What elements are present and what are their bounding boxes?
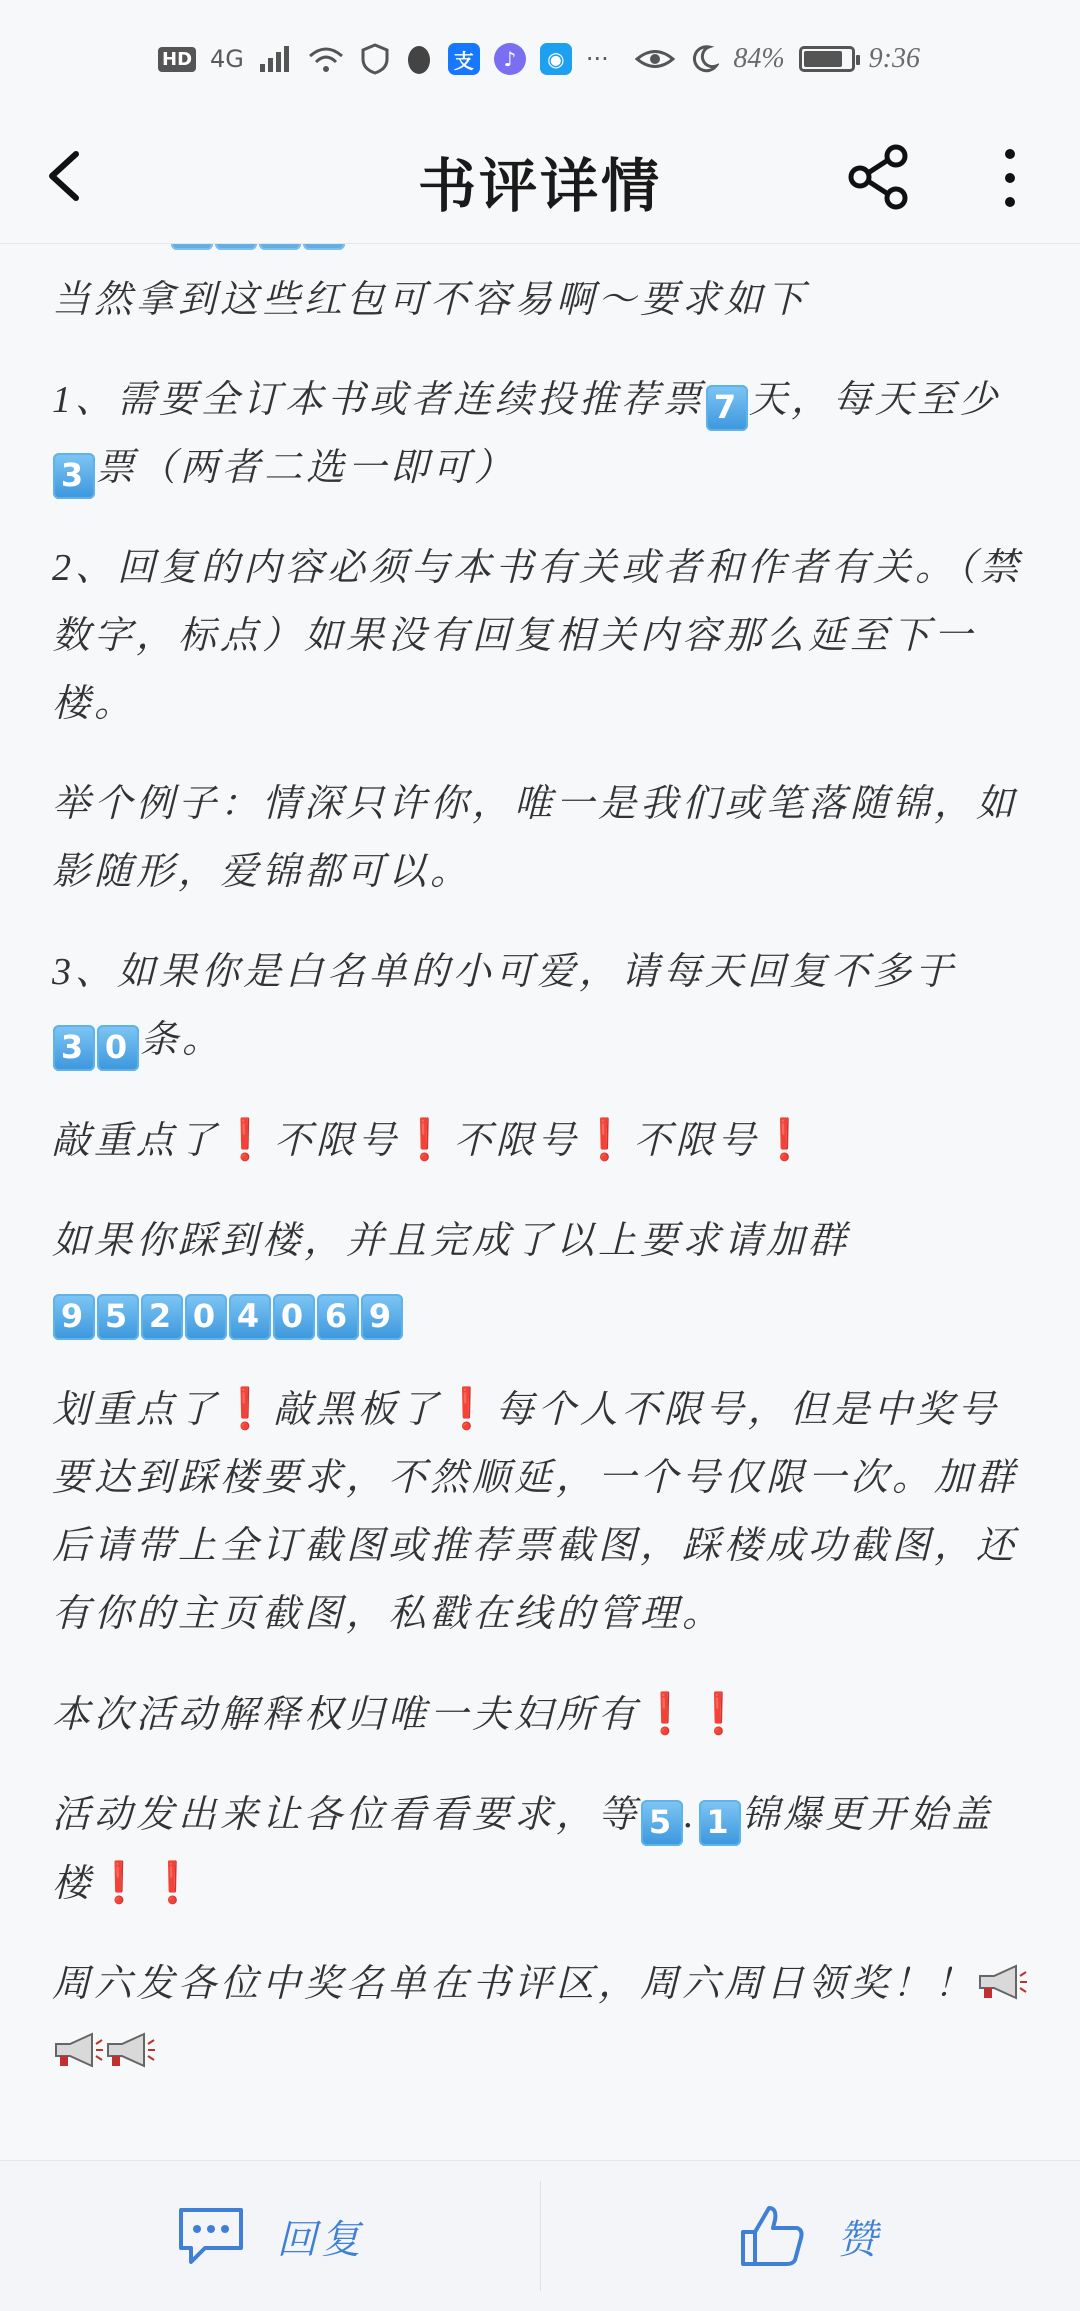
exclamation-icon: ❗ xyxy=(580,1117,634,1163)
like-label: 赞 xyxy=(837,2208,881,2265)
megaphone-icon xyxy=(976,1962,1028,2002)
qq-app-icon: ◉ xyxy=(540,43,572,75)
keycap-votes: 3 xyxy=(53,453,95,499)
winners-text: 周六发各位中奖名单在书评区，周六周日领奖！！ xyxy=(52,1963,976,2005)
signal-icon xyxy=(258,44,292,74)
exclamation-icon: ❗ xyxy=(760,1117,814,1163)
network-type: 4G xyxy=(210,45,244,73)
rights-text: 本次活动解释权归唯一夫妇所有 xyxy=(52,1694,640,1736)
unlimited-text: 不限号 xyxy=(454,1120,580,1162)
megaphone-icon xyxy=(52,2030,104,2070)
rule-1-text-b: 天，每天至少 xyxy=(749,379,1001,421)
exclamation-icon: ❗ xyxy=(220,1117,274,1163)
reply-label: 回复 xyxy=(277,2208,365,2265)
exclamation-icon: ❗ xyxy=(148,1860,202,1906)
thumbs-up-icon xyxy=(739,2202,807,2270)
activity-text-b: 锦爆更开始盖楼 xyxy=(52,1794,994,1905)
qq-penguin-icon xyxy=(404,42,434,76)
group-number xyxy=(52,1288,404,1330)
keycap-digit xyxy=(259,244,301,250)
comment-icon xyxy=(175,2204,247,2268)
keycap-digit: 3 xyxy=(53,1025,95,1071)
music-app-icon: ♪ xyxy=(494,43,526,75)
activity-text-a: 活动发出来让各位看看要求，等 xyxy=(52,1794,640,1836)
keycap-days: 7 xyxy=(706,385,748,431)
keycap-digit: 1 xyxy=(699,1800,741,1846)
req-text-c: 每个人不限号，但是中奖号要达到踩楼要求，不然顺延，一个号仅限一次。加群后请带上全订截图或推荐票截图，踩楼成功截图，还有你的主页截图，私戳在线的管理。 xyxy=(52,1389,1018,1635)
paragraph-winners xyxy=(0,1950,1080,2086)
reply-button[interactable] xyxy=(0,2161,540,2311)
bottom-action-bar xyxy=(0,2160,1080,2311)
keycap-digit: 0 xyxy=(97,1025,139,1071)
exclamation-icon: ❗ xyxy=(94,1860,148,1906)
unlimited-text: 不限号 xyxy=(274,1120,400,1162)
exclamation-icon: ❗ xyxy=(220,1386,274,1432)
activity-dot: . xyxy=(684,1794,698,1836)
megaphone-icon xyxy=(104,2030,156,2070)
keycap-digit: 5 xyxy=(641,1800,683,1846)
nav-bar xyxy=(0,118,1080,244)
keycap-digit: 6 xyxy=(317,1294,359,1340)
keycap-digit: 5 xyxy=(97,1294,139,1340)
battery-percentage: 84% xyxy=(733,43,784,75)
paragraph-rule-3 xyxy=(0,938,1080,1074)
rule-3-text-a: 3、如果你是白名单的小可爱，请每天回复不多于 xyxy=(52,951,957,993)
status-bar-left xyxy=(158,42,609,76)
eye-comfort-icon xyxy=(635,44,675,74)
hd-badge: HD xyxy=(158,47,196,72)
paragraph-activity xyxy=(0,1781,1080,1918)
exclamation-icon: ❗ xyxy=(694,1691,748,1737)
keycap-digit xyxy=(171,244,213,250)
paragraph-example: 举个例子：情深只许你，唯一是我们或笔落随锦，如影随形，爱锦都可以。 xyxy=(0,770,1080,906)
more-notifications-icon: ··· xyxy=(586,45,609,73)
req-text-b: 敲黑板了 xyxy=(274,1389,442,1431)
unlimited-text: 不限号 xyxy=(633,1120,759,1162)
status-bar-right xyxy=(635,43,920,75)
keycap-digit xyxy=(215,244,257,250)
join-group-text: 如果你踩到楼，并且完成了以上要求请加群 xyxy=(52,1220,850,1262)
paragraph-rights xyxy=(0,1680,1080,1749)
keycap-digit: 9 xyxy=(361,1294,403,1340)
req-text-a: 划重点了 xyxy=(52,1389,220,1431)
keycap-digit: 0 xyxy=(185,1294,227,1340)
keycap-digit: 2 xyxy=(141,1294,183,1340)
clock: 9:36 xyxy=(869,43,920,75)
paragraph-requirements xyxy=(0,1375,1080,1648)
paragraph-rule-2: 2、回复的内容必须与本书有关或者和作者有关。（禁数字，标点）如果没有回复相关内容那么延至下一楼。 xyxy=(0,534,1080,738)
rule-3-text-b: 条。 xyxy=(140,1019,224,1061)
back-icon[interactable] xyxy=(38,146,98,206)
alipay-icon: 支 xyxy=(448,43,480,75)
status-bar xyxy=(0,0,1080,118)
page-title: 书评详情 xyxy=(418,139,662,223)
keycap-digit: 9 xyxy=(53,1294,95,1340)
like-button[interactable] xyxy=(541,2161,1080,2311)
rule-1-text-a: 1、需要全订本书或者连续投推荐票 xyxy=(52,379,705,421)
moon-icon xyxy=(689,44,719,74)
exclamation-icon: ❗ xyxy=(640,1691,694,1737)
emphasis-text: 敲重点了 xyxy=(52,1120,220,1162)
review-content xyxy=(0,244,1080,2159)
rule-1-text-c: 票（两者二选一即可） xyxy=(96,447,516,489)
keycap-digit: 0 xyxy=(273,1294,315,1340)
share-icon[interactable] xyxy=(846,142,916,212)
shield-icon xyxy=(360,43,390,75)
battery-icon xyxy=(799,46,855,72)
paragraph-intro: 当然拿到这些红包可不容易啊～要求如下 xyxy=(0,266,1080,334)
wifi-icon xyxy=(306,44,346,74)
paragraph-join-group xyxy=(0,1207,1080,1343)
exclamation-icon: ❗ xyxy=(442,1386,496,1432)
exclamation-icon: ❗ xyxy=(400,1117,454,1163)
paragraph-emphasis xyxy=(0,1106,1080,1175)
paragraph-rule-1 xyxy=(0,366,1080,502)
partially-hidden-line xyxy=(0,244,1080,260)
keycap-digit: 4 xyxy=(229,1294,271,1340)
more-options-icon[interactable] xyxy=(990,142,1030,214)
keycap-digit xyxy=(303,244,345,250)
